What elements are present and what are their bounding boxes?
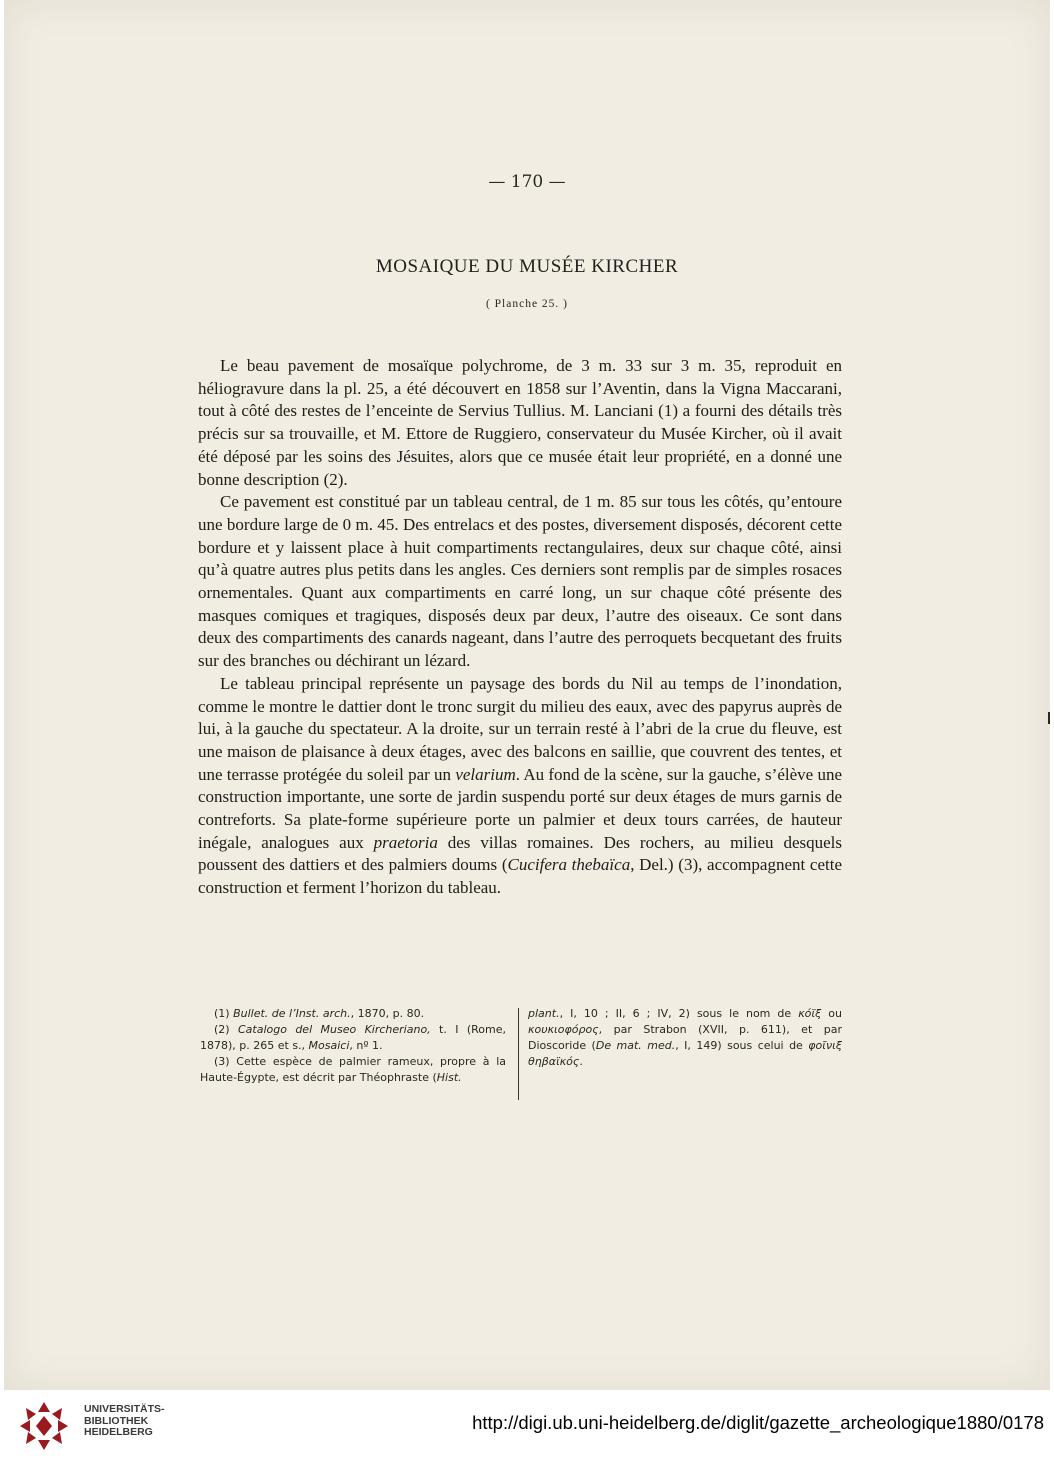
paragraph-3-text-2: . Au fond de la scène, sur la gauche, s’élève une construction importante, une sorte de jardin suspendu porté sur deux étages de murs garnis de contreforts. Sa plate-forme supérieure porte un palmier et deux tours carrées, de hauteur inégale, analogues aux	[198, 764, 842, 852]
paragraph-3-text-1: Le tableau principal représente un paysage des bords du Nil au temps de l’inondation, comme le montre le dattier dont le tronc surgit du milieu des eaux, avec des papyrus auprès de lui, à la gauche du spectateur. A la droite, sur un terrain resté à l’abri de la crue du fleuve, est une maison de plaisance à deux étages, avec des balcons en saillie, que couvrent des tentes, et une terrasse protégée du soleil par un	[198, 673, 842, 784]
footnote-1-source: Bullet. de l’Inst. arch.	[233, 1007, 351, 1020]
paragraph-3-text-3: des villas romaines. Des rochers, au milieu desquels poussent des dattiers et des palmiers doums (	[198, 832, 842, 875]
margin-mark	[1048, 712, 1050, 724]
footnote-3-cont-text-1: , I, 10 ; II, 6 ; IV, 2) sous le nom de	[559, 1007, 799, 1020]
footnote-3-text: (3) Cette espèce de palmier rameux, propre à la Haute-Égypte, est décrit par Théophraste (	[200, 1055, 506, 1084]
footnote-1-ref: , 1870, p. 80.	[350, 1007, 425, 1020]
plate-reference: ( Planche 25. )	[485, 298, 569, 310]
library-name-line-1: UNIVERSITÄTS-	[84, 1403, 165, 1415]
dioscoride-source: De mat. med.	[595, 1039, 676, 1052]
footnote-3-cont-end: .	[579, 1055, 583, 1068]
library-name-line-3: HEIDELBERG	[84, 1426, 153, 1438]
footnotes-left-column	[200, 1006, 506, 1086]
footnote-3-cont-text-4: , I, 149) sous celui de	[675, 1039, 809, 1052]
paragraph-3-italic-2: praetoria	[373, 832, 438, 852]
paragraph-1: Le beau pavement de mosaïque polychrome, de 3 m. 33 sur 3 m. 35, reproduit en héliogravure dans la pl. 25, a été découvert en 1858 sur l’Aventin, dans la Vigna Maccarani, tout à côté des restes de l’enceinte de Servius Tullius. M. Lanciani (1) a fourni des détails très précis sur sa trouvaille, et M. Ettore de Ruggiero, conservateur du Musée Kircher, où il avait été déposé par les soins des Jésuites, alors que ce musée était leur propriété, en a donné une bonne description (2).	[198, 356, 842, 489]
footnote-3-source: Hist.	[436, 1071, 462, 1084]
footnotes-right-column	[528, 1006, 842, 1070]
paragraph-3-text-4: , Del.) (3), accompagnent cette construction et ferment l’horizon du tableau.	[198, 855, 842, 898]
article-title: MOSAIQUE DU MUSÉE KIRCHER	[375, 256, 679, 277]
source-url-link[interactable]: http://digi.ub.uni-heidelberg.de/diglit/gazette_archeologique1880/0178	[472, 1412, 1044, 1433]
footnote-2-number-ref: , nº 1.	[349, 1039, 383, 1052]
library-footer	[0, 1390, 1054, 1462]
page-number: — 170 —	[488, 172, 566, 192]
footnote-3-cont-text-2: ou	[821, 1007, 843, 1020]
footnote-2-section: Mosaici	[308, 1039, 350, 1052]
footnote-3	[200, 1054, 506, 1086]
paragraph-3-italic-3: Cucifera thebaïca	[507, 855, 631, 875]
paragraph-3	[198, 673, 842, 900]
paragraph-3-italic-1: velarium	[455, 764, 516, 784]
footnote-2	[200, 1022, 506, 1054]
footnote-3-source-cont: plant.	[528, 1007, 560, 1020]
article-body	[198, 355, 842, 900]
footnote-1-number: (1)	[214, 1007, 234, 1020]
greek-term-1: κόϊξ	[798, 1007, 822, 1020]
university-library-logo-icon	[14, 1400, 74, 1452]
scanned-page	[4, 0, 1050, 1390]
paragraph-2: Ce pavement est constitué par un tableau central, de 1 m. 85 sur tous les côtés, qu’entoure une bordure large de 0 m. 45. Des entrelacs et des postes, diversement disposés, décorent cette bordure et y laissent place à huit compartiments rectangulaires, deux sur chaque côté, ainsi qu’à quatre autres plus petits dans les angles. Ces derniers sont remplis par de simples rosaces ornementales. Quant aux compartiments en carré long, un sur chaque côté présente des masques comiques et tragiques, disposés deux par deux, l’autre des oiseaux. Ce sont dans deux des compartiments des canards nageant, dans l’autre des perroquets becquetant des fruits sur des branches ou déchirant un lézard.	[198, 492, 842, 671]
footnote-2-number: (2)	[214, 1023, 238, 1036]
library-name	[84, 1404, 165, 1439]
greek-term-3: φοῖνιξ θηβαϊκός	[528, 1039, 842, 1068]
footnote-3-continued	[528, 1006, 842, 1070]
footnote-2-source: Catalogo del Museo Kircheriano,	[237, 1023, 431, 1036]
greek-term-2: κουκιοφόρος	[528, 1023, 599, 1036]
footnote-2-ref: t. I (Rome, 1878), p. 265 et s.,	[200, 1023, 507, 1052]
footnote-column-divider	[518, 1008, 519, 1100]
library-name-line-2: BIBLIOTHEK	[84, 1414, 149, 1427]
footnote-1	[200, 1006, 506, 1022]
footnote-3-cont-text-3: , par Strabon (XVII, p. 611), et par Dioscoride (	[528, 1023, 842, 1052]
